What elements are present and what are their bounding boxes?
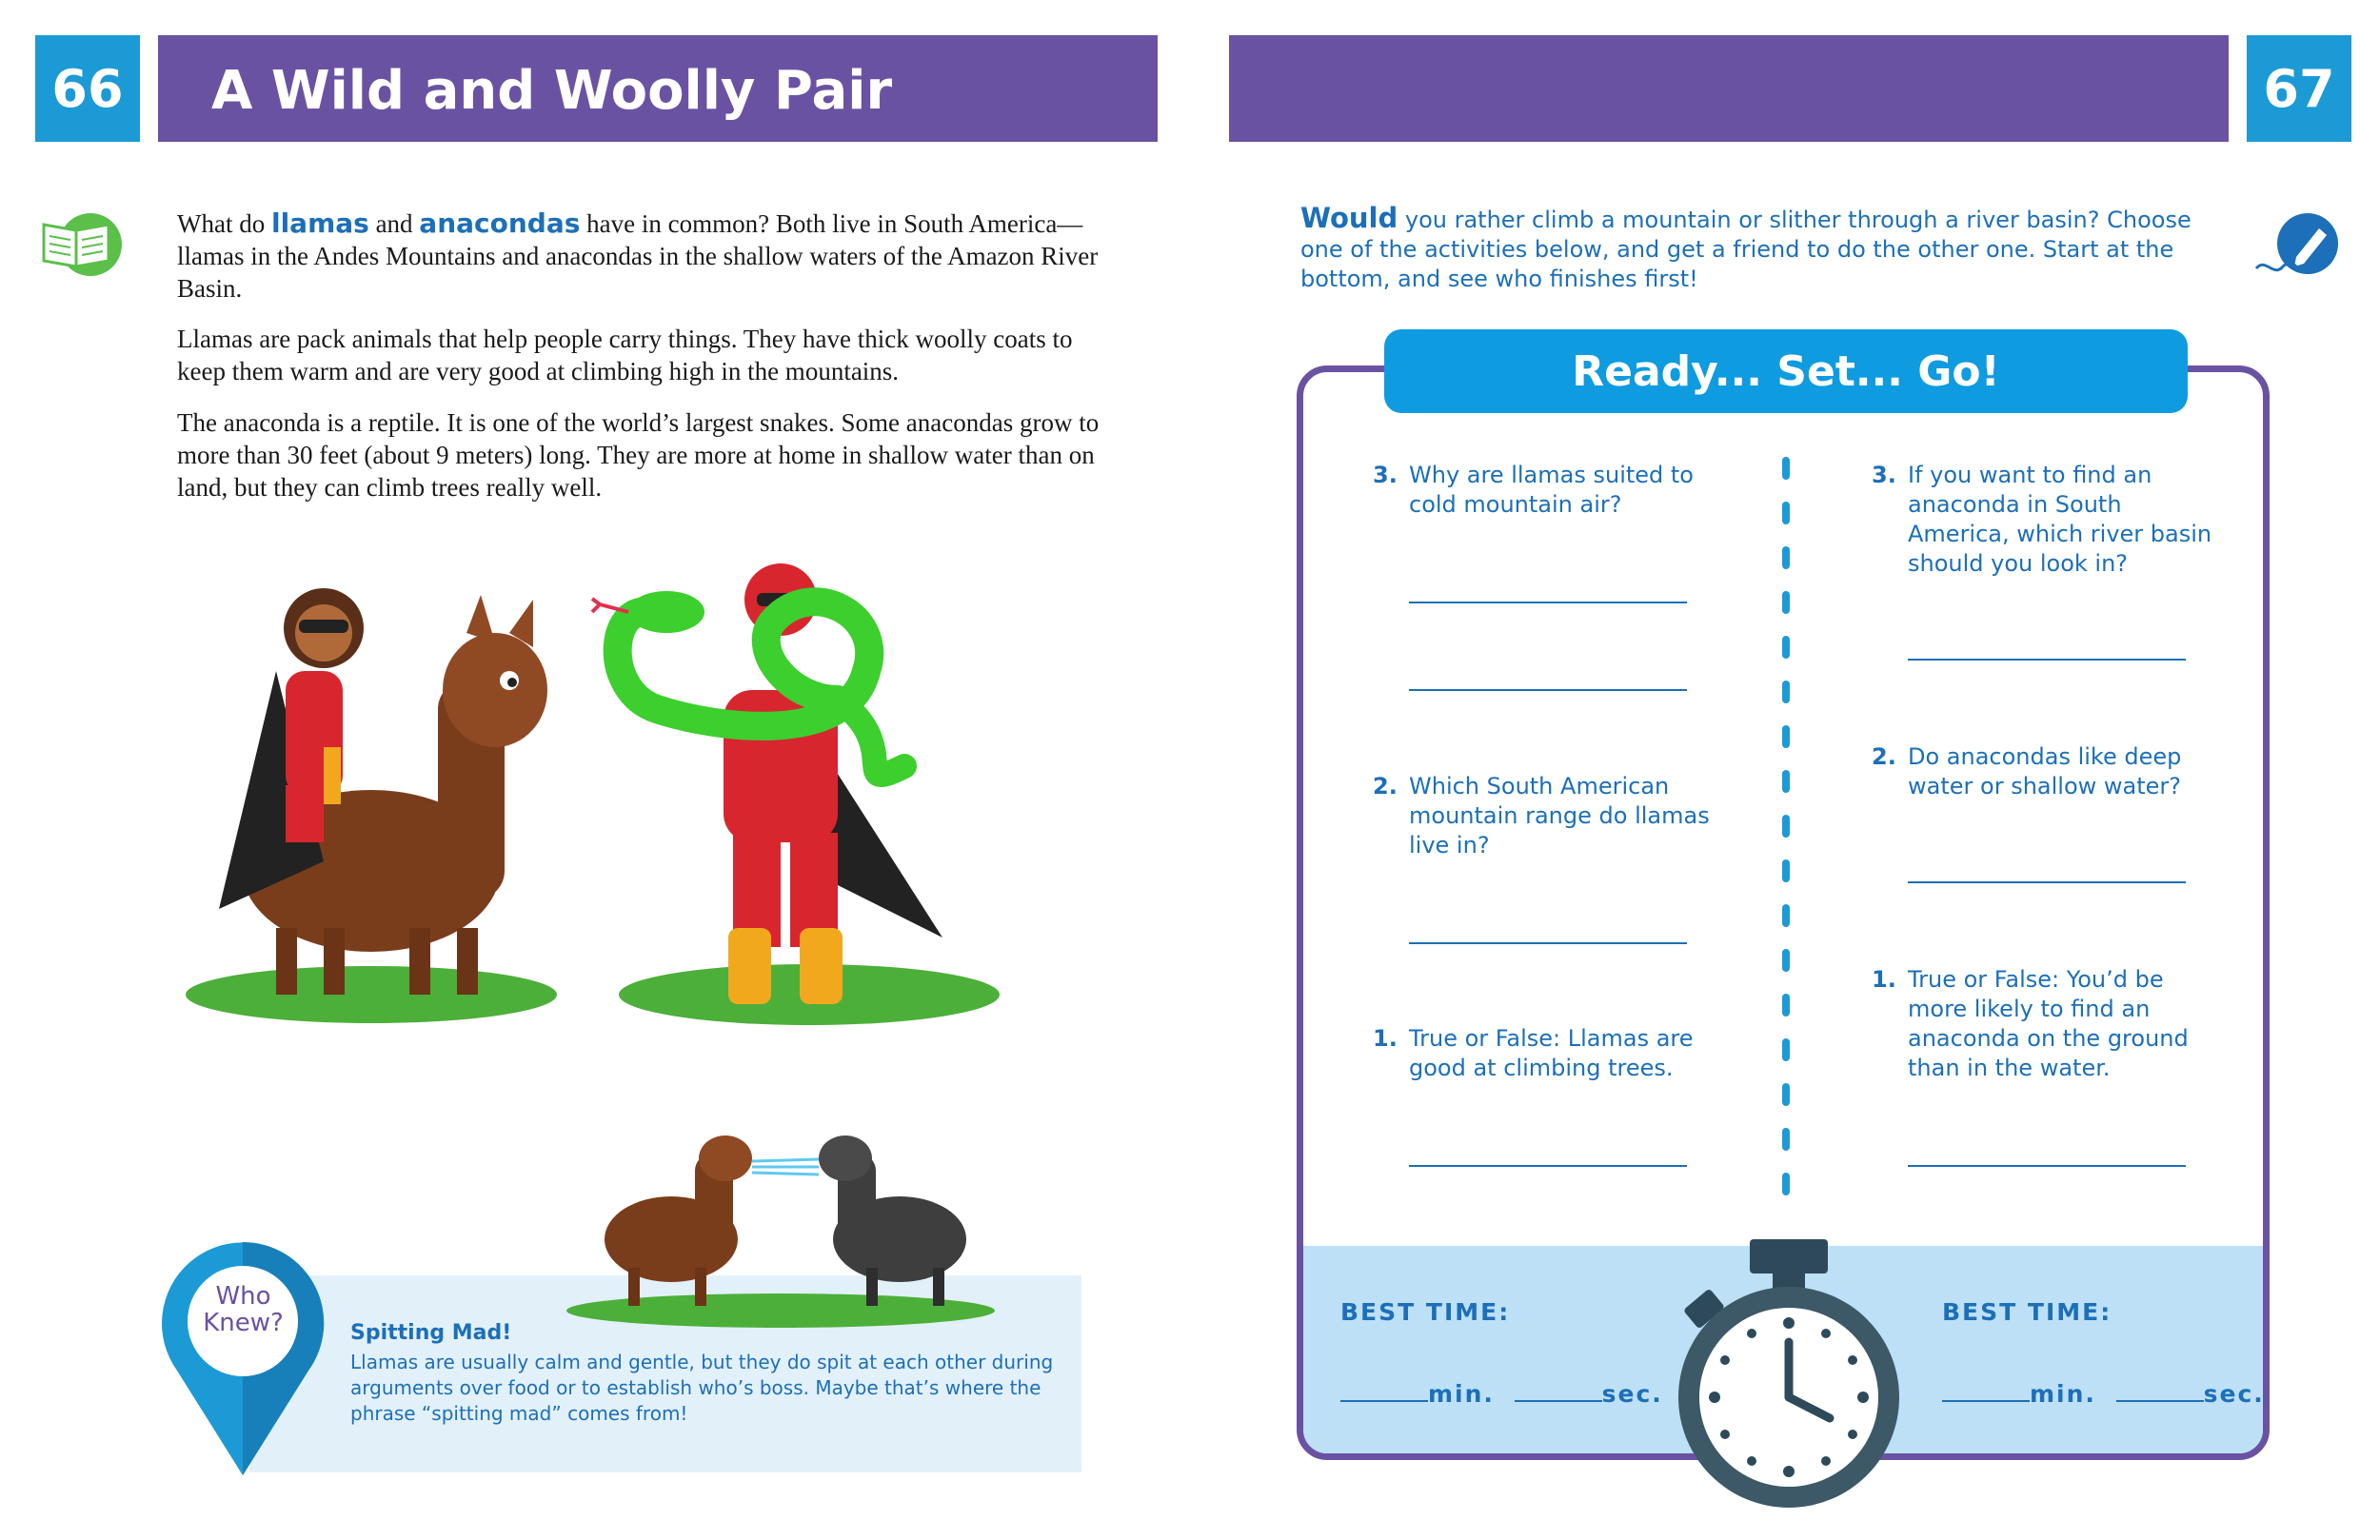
divider-dash (1782, 502, 1790, 524)
divider-dash (1782, 1128, 1790, 1151)
answer-line[interactable] (1409, 602, 1687, 603)
llama-paragraph: Llamas are pack animals that help people carry things. They have thick woolly coats to keep them warm and are very good at climbing high in the mountains. (177, 325, 1073, 385)
heroes-illustration (181, 557, 1066, 1033)
divider-dash (1782, 546, 1790, 569)
answer-line[interactable] (1409, 1165, 1687, 1167)
fact-body: Llamas are usually calm and gentle, but they do spit at each other during arguments over food or to establish who’s boss. Maybe that’s where the phrase “spitting mad” comes from! (350, 1351, 1054, 1425)
fact-title: Spitting Mad! (350, 1321, 512, 1345)
badge-who: Who (215, 1282, 271, 1311)
divider-dash (1782, 859, 1790, 882)
divider-dash (1782, 815, 1790, 838)
book-icon (38, 211, 124, 278)
divider-dash (1782, 770, 1790, 793)
anaconda-question-1: 1. True or False: You’d be more likely to find an anaconda on the ground than in the water. (1872, 966, 2189, 1081)
divider-dash (1782, 1173, 1790, 1195)
llama-question-1: 1. True or False: Llamas are good at climbing trees. (1373, 1025, 1694, 1081)
ready-set-go-banner: Ready... Set... Go! (1384, 329, 2188, 413)
keyword-llamas: llamas (270, 207, 369, 239)
spitting-llamas-illustration (562, 1116, 1000, 1330)
time-entry-left[interactable]: min. sec. (1340, 1380, 1663, 1408)
divider-dash (1782, 1083, 1790, 1106)
divider-dash (1782, 904, 1790, 927)
best-time-label-left: BEST TIME: (1340, 1298, 1511, 1326)
intro-paragraph: What do llamas and anacondas have in common? Both live in South America—llamas in the Andes Mountains and anacondas in the shallow waters of the Amazon River Basin. (177, 207, 1099, 303)
best-time-label-right: BEST TIME: (1942, 1298, 2112, 1326)
divider-dash (1782, 1038, 1790, 1061)
keyword-anacondas: anacondas (419, 207, 581, 239)
badge-knew: Knew? (203, 1309, 284, 1337)
divider-dash (1782, 681, 1790, 703)
answer-line[interactable] (1409, 689, 1687, 691)
pencil-icon (2254, 211, 2340, 280)
time-entry-right[interactable]: min. sec. (1942, 1380, 2265, 1408)
answer-line[interactable] (1409, 942, 1687, 944)
snake-hero-figure (592, 563, 942, 1004)
divider-dash (1782, 725, 1790, 748)
left-page-number: 66 (35, 35, 140, 142)
location-pin-icon (160, 1237, 327, 1480)
divider-dash (1782, 591, 1790, 614)
divider-dash (1782, 457, 1790, 480)
right-title-bar (1229, 35, 2229, 142)
answer-line[interactable] (1908, 659, 2186, 661)
activity-intro: Would you rather climb a mountain or slither through a river basin? Choose one of the activities below, and get a friend to do the other one. Start at the bottom, and see who finishes first! (1300, 202, 2192, 292)
anaconda-question-3: 3. If you want to find an anaconda in South America, which river basin should you look in? (1872, 462, 2212, 577)
answer-line[interactable] (1908, 881, 2186, 883)
divider-dash (1782, 949, 1790, 972)
llama-question-3: 3. Why are llamas suited to cold mountain air? (1373, 462, 1694, 518)
divider-dash (1782, 994, 1790, 1017)
anaconda-paragraph: The anaconda is a reptile. It is one of the world’s largest snakes. Some anacondas grow to more than 30 feet (about 9 meters) long. They are more at home in shallow water than on land, but they can climb trees really well. (177, 408, 1100, 502)
answer-line[interactable] (1908, 1165, 2186, 1167)
page-title: A Wild and Woolly Pair (211, 60, 893, 122)
stopwatch-icon (1674, 1237, 1902, 1513)
anaconda-question-2: 2. Do anacondas like deep water or shallow water? (1872, 743, 2182, 800)
divider-dash (1782, 636, 1790, 659)
right-page-number: 67 (2247, 35, 2351, 142)
left-title-bar (158, 35, 1158, 142)
llama-question-2: 2. Which South American mountain range do llamas live in? (1373, 773, 1710, 859)
